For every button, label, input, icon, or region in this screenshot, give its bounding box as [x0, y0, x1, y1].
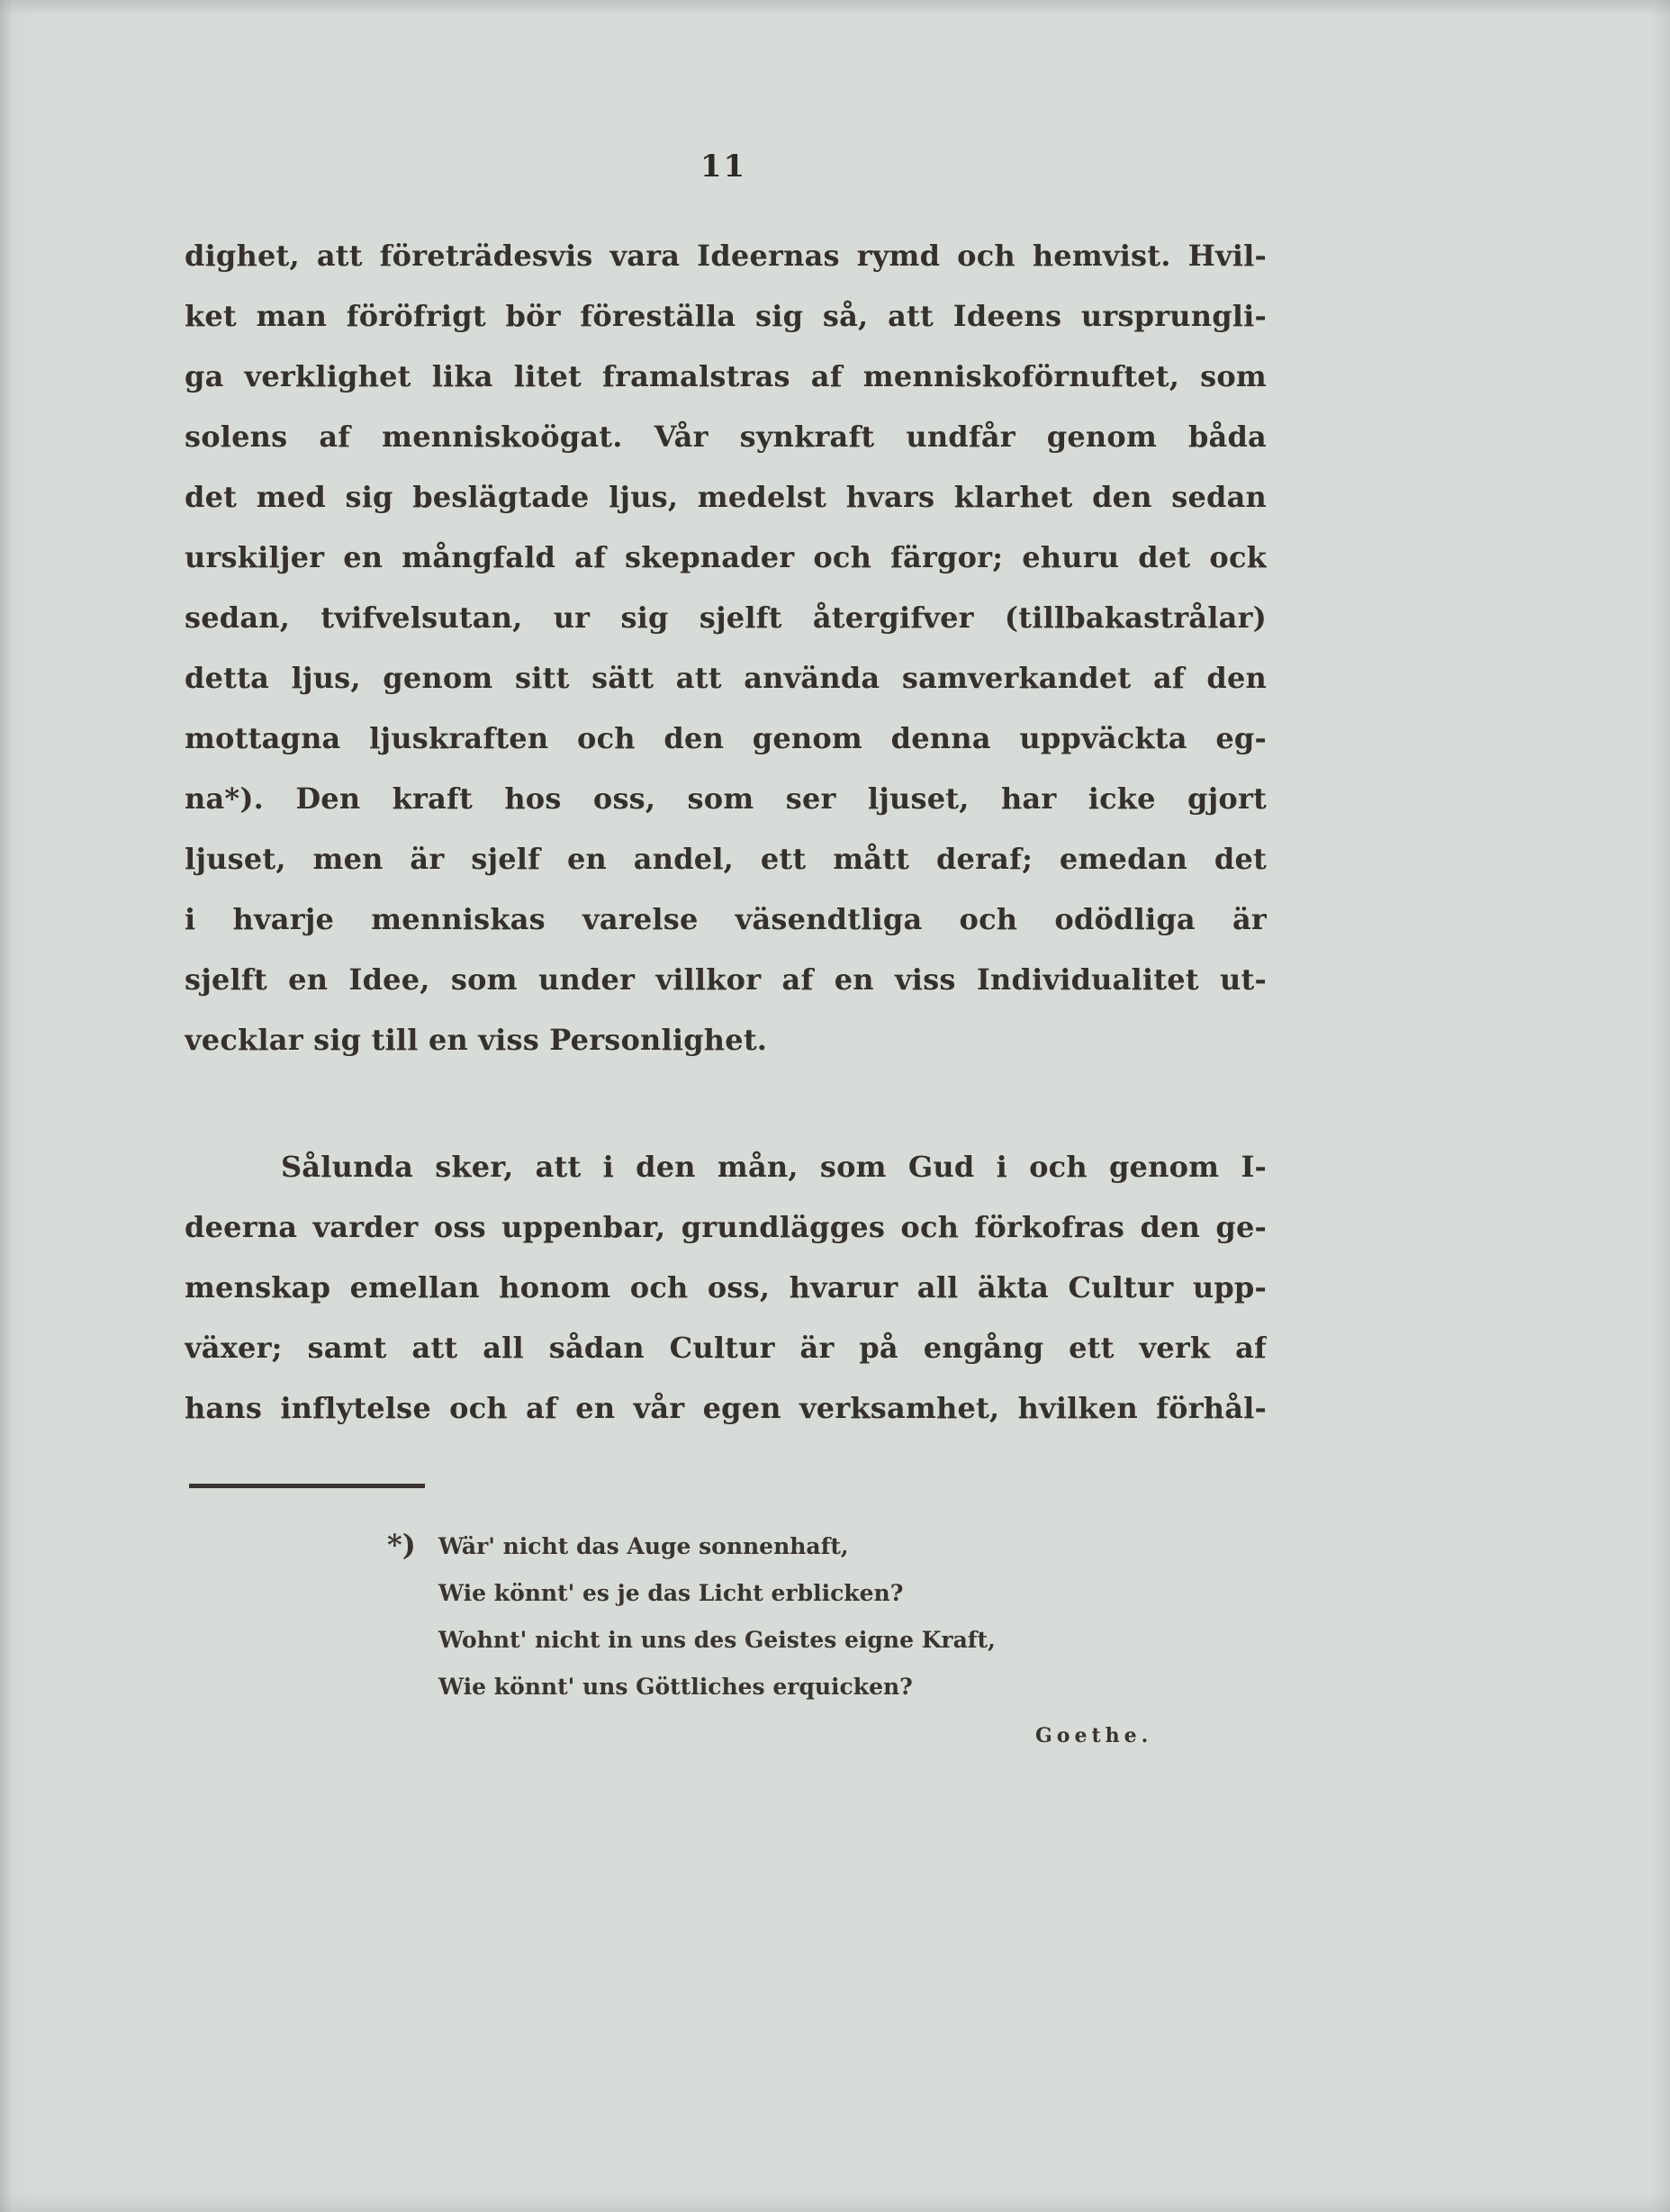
- body-line: dighet, att företrädesvis vara Ideernas rymd och hemvist. Hvil-: [185, 239, 1267, 273]
- body-line: solens af menniskoögat. Vår synkraft undfår genom båda: [185, 420, 1267, 454]
- body-line: na*). Den kraft hos oss, som ser ljuset, har icke gjort: [185, 781, 1267, 816]
- footnote-line: Wär' nicht das Auge sonnenhaft,: [438, 1533, 849, 1559]
- body-line: det med sig beslägtade ljus, medelst hvars klarhet den sedan: [185, 480, 1267, 514]
- paragraph-line: Sålunda sker, att i den mån, som Gud i och genom I-: [281, 1150, 1267, 1184]
- footnote-attribution: Goethe.: [1035, 1724, 1153, 1747]
- body-line: mottagna ljuskraften och den genom denna uppväckta eg-: [185, 721, 1267, 755]
- body-line: detta ljus, genom sitt sätt att använda samverkandet af den: [185, 661, 1267, 695]
- footnote-divider: [189, 1484, 425, 1488]
- paragraph-line: växer; samt att all sådan Cultur är på engång ett verk af: [185, 1331, 1267, 1365]
- body-line: ga verklighet lika litet framalstras af menniskoförnuftet, som: [185, 359, 1267, 393]
- paragraph-line: hans inflytelse och af en vår egen verksamhet, hvilken förhål-: [185, 1391, 1267, 1425]
- paragraph-line: deerna varder oss uppenbar, grundlägges och förkofras den ge-: [185, 1210, 1267, 1244]
- paragraph-line: menskap emellan honom och oss, hvarur all äkta Cultur upp-: [185, 1270, 1267, 1305]
- body-line: sedan, tvifvelsutan, ur sig sjelft återgifver (tillbakastrålar): [185, 600, 1267, 635]
- page-number: 11: [700, 149, 747, 185]
- footnote-line: Wohnt' nicht in uns des Geistes eigne Kraft,: [438, 1627, 996, 1653]
- body-line: ket man föröfrigt bör föreställa sig så, att Ideens ursprungli-: [185, 299, 1267, 333]
- body-line: vecklar sig till en viss Personlighet.: [185, 1023, 768, 1057]
- body-line: i hvarje menniskas varelse väsendtliga och odödliga är: [185, 902, 1267, 936]
- body-line: urskiljer en mångfald af skepnader och färgor; ehuru det ock: [185, 540, 1267, 574]
- footnote-marker: *): [387, 1528, 416, 1562]
- body-line: ljuset, men är sjelf en andel, ett mått deraf; emedan det: [185, 842, 1267, 876]
- body-line: sjelft en Idee, som under villkor af en viss Individualitet ut-: [185, 962, 1267, 997]
- footnote-line: Wie könnt' uns Göttliches erquicken?: [438, 1674, 913, 1700]
- footnote-line: Wie könnt' es je das Licht erblicken?: [438, 1580, 904, 1606]
